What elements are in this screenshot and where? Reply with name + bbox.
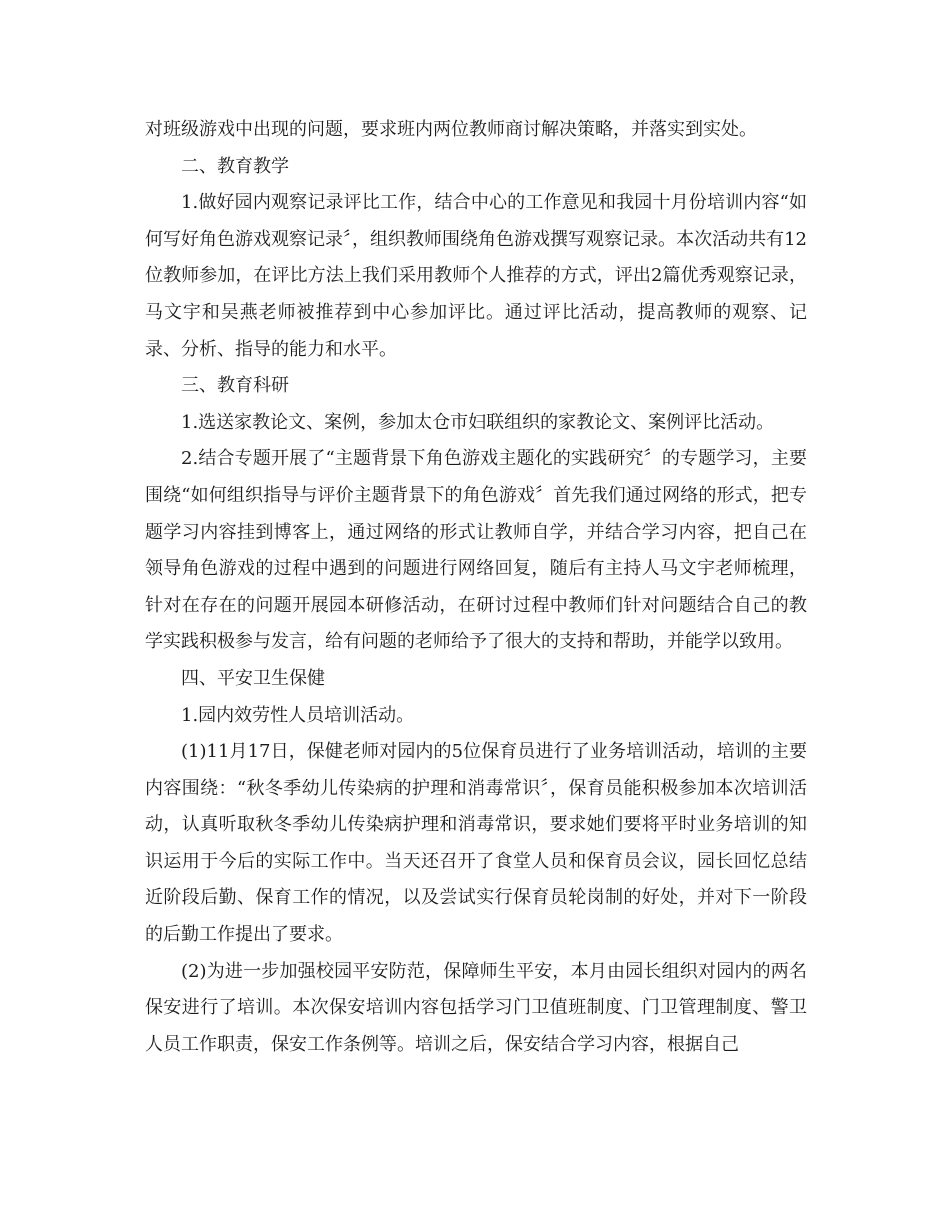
paragraph-caregiver-training: (1)11月17日，保健老师对园内的5位保育员进行了业务培训活动，培训的主要内容围绕：“秋冬季幼儿传染病的护理和消毒常识〞，保育员能积极参加本次培训活动，认真听取秋冬季幼儿传染病护理和消毒常识，要求她们要将平时业务培训的知识运用于今后的实际工作中。当天还召开了食堂人员和保育员会议，园长回忆总结近阶段后勤、保育工作的情况，以及尝试实行保育员轮岗制的好处，并对下一阶段的后勤工作提出了要求。 bbox=[145, 741, 807, 946]
paragraph-thematic-study: 2.结合专题开展了“主题背景下角色游戏主题化的实践研究〞的专题学习，主要围绕“如何组织指导与评价主题背景下的角色游戏〞首先我们通过网络的形式，把专题学习内容挂到博客上，通过网络的形式让教师自学，并结合学习内容，把自己在领导角色游戏的过程中遇到的问题进行网络回复，随后有主持人马文宇老师梳理，针对在存在的问题开展园本研修活动，在研讨过程中教师们针对问题结合自己的教学实践积极参与发言，给有问题的老师给予了很大的支持和帮助，并能学以致用。 bbox=[145, 448, 807, 653]
section-heading-safety-health: 四、平安卫生保健 bbox=[181, 667, 325, 689]
section-heading-research: 三、教育科研 bbox=[181, 375, 289, 397]
paragraph-papers: 1.选送家教论文、案例，参加太仓市妇联组织的家教论文、案例评比活动。 bbox=[181, 411, 775, 433]
document-page bbox=[145, 112, 807, 1063]
paragraph-security-training: (2)为进一步加强校园平安防范，保障师生平安，本月由园长组织对园内的两名保安进行了培训。本次保安培训内容包括学习门卫值班制度、门卫管理制度、警卫人员工作职责，保安工作条例等。培训之后，保安结合学习内容，根据自己 bbox=[145, 960, 807, 1055]
paragraph-continuation: 对班级游戏中出现的问题，要求班内两位教师商讨解决策略，并落实到实处。 bbox=[145, 119, 757, 140]
section-heading-teaching: 二、教育教学 bbox=[181, 155, 289, 177]
paragraph-staff-training: 1.园内效劳性人员培训活动。 bbox=[181, 704, 415, 726]
paragraph-observation-records: 1.做好园内观察记录评比工作，结合中心的工作意见和我园十月份培训内容“如何写好角色游戏观察记录〞，组织教师围绕角色游戏撰写观察记录。本次活动共有12位教师参加，在评比方法上我们采用教师个人推荐的方式，评出2篇优秀观察记录，马文宇和吴燕老师被推荐到中心参加评比。通过评比活动，提高教师的观察、记录、分析、指导的能力和水平。 bbox=[145, 192, 807, 360]
